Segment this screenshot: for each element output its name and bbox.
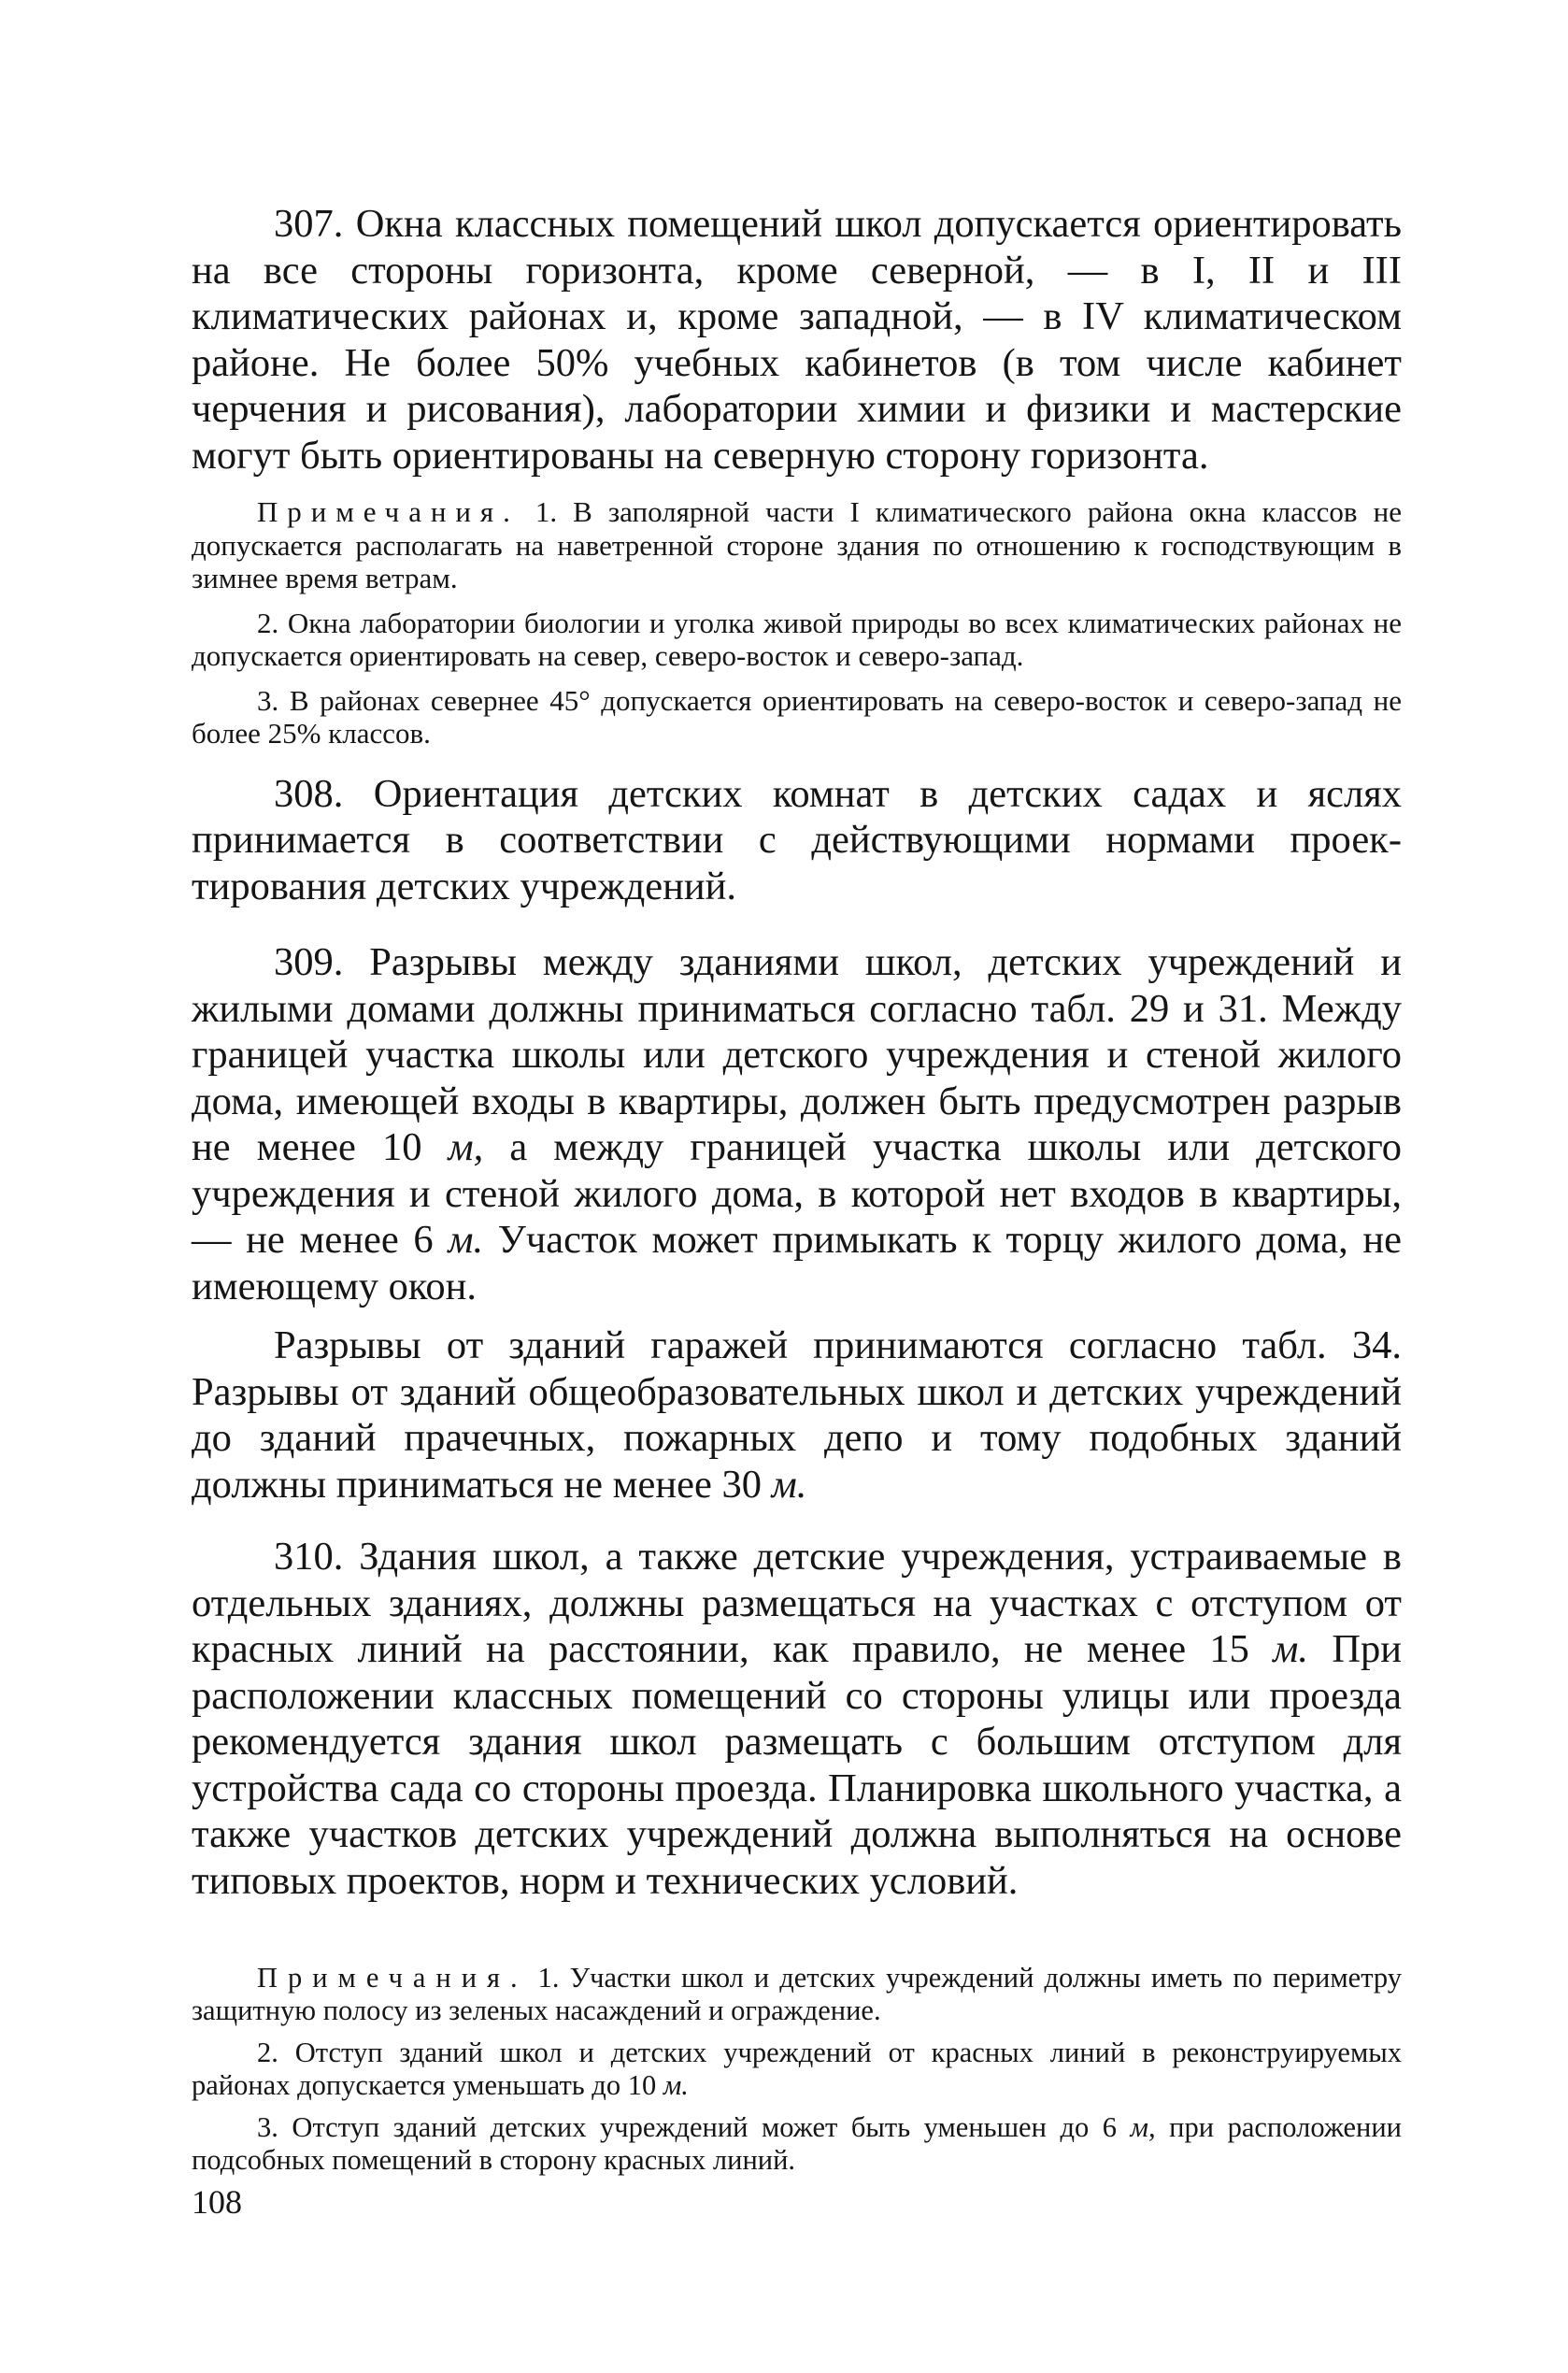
note-307-2: 2. Окна лаборатории биологии и уголка живой природы во всех климатических районах не допускается ориентировать на север, северо-восток и северо-запад. bbox=[192, 606, 1402, 672]
text-run: 3. Отступ зданий детских учреждений может быть уменьшен до 6 bbox=[257, 2111, 1131, 2143]
unit-label: м. bbox=[448, 1218, 484, 1262]
notes-section-310 bbox=[192, 1962, 1402, 2177]
note-307-3: 3. В районах севернее 45° допускается ориентировать на северо-восток и северо-запад не более 25% классов. bbox=[192, 683, 1402, 750]
note-310-3 bbox=[192, 2111, 1402, 2177]
text-run: Участок может примыкать к торцу жилого дома, не имеющему окон. bbox=[192, 1218, 1402, 1308]
section-308-paragraph: 308. Ориентация детских комнат в детских садах и яслях принимается в соответствии с действующими нормами проектирования детских учреждений. bbox=[192, 771, 1402, 908]
notes-section-307 bbox=[192, 495, 1402, 750]
section-310-paragraph bbox=[192, 1534, 1402, 1904]
text-run: а между границей участка школы или детского учреждения и стеной жилого дома, в которой нет входов в квартиры, — не менее 6 bbox=[192, 1125, 1402, 1262]
section-307-paragraph: 307. Окна классных помещений школ допускается ориентировать на все стороны горизонта, кроме северной, — в I, II и III климатических районах и, кроме западной, — в IV климатическом районе. Не более 50% учебных кабинетов (в том числе кабинет черчения и рисования), лаборатории химии и физики и мастерские могут быть ориентированы на северную сторону горизонта. bbox=[192, 202, 1402, 478]
text-run: при расположении подсобных помещений в сторону красных линий. bbox=[192, 2111, 1402, 2176]
note-310-1 bbox=[192, 1962, 1402, 2027]
notes-heading: Примечания. bbox=[257, 495, 520, 528]
notes-heading: Примечания. bbox=[257, 1962, 528, 1994]
document-page bbox=[192, 201, 1402, 2177]
text-run: 2. Отступ зданий школ и детских учреждений от красных линий в реконструируемых районах допускается уменьшать до 10 bbox=[192, 2037, 1402, 2101]
text-run: 309. Разрывы между зданиями школ, детских учреждений и жилыми домами должны приниматься согласно табл. 29 и 31. Между границей участка школы или детского учреждения и стеной жилого дома, имеющей входы в квартиры, должен быть предусмотрен разрыв не менее 10 bbox=[192, 940, 1402, 1169]
note-310-2 bbox=[192, 2037, 1402, 2102]
unit-label: м. bbox=[1273, 1627, 1308, 1671]
unit-label: м, bbox=[1130, 2111, 1156, 2143]
unit-label: м. bbox=[663, 2069, 689, 2101]
text-run: 310. Здания школ, а также детские учреждения, устраиваемые в отдельных зданиях, должны размещаться на участках с отступом от красных линий на расстоянии, как правило, не менее 15 bbox=[192, 1535, 1402, 1671]
section-309-paragraph-2 bbox=[192, 1322, 1402, 1508]
note-text: 1. Участки школ и детских учреждений должны иметь по периметру защитную полосу из зеленых насаждений и ограждение. bbox=[192, 1962, 1403, 2026]
note-text: 1. В заполярной части I климатического района окна классов не допускается располагать на наветренной стороне здания по отношению к господствующим в зимнее время ветрам. bbox=[192, 495, 1402, 594]
note-307-1 bbox=[192, 495, 1402, 595]
text-run: Разрывы от зданий гаражей принимаются согласно табл. 34. Разрывы от зданий общеобразовательных школ и детских учреждений до зданий прачечных, пожарных депо и тому подобных зданий должны приниматься не менее 30 bbox=[192, 1323, 1402, 1507]
text-run: При расположении классных помещений со стороны улицы или проезда рекомендуется здания школ размещать с большим отступом для устройства сада со стороны проезда. Планировка школьного участка, а также участков детских учреждений должна выполняться на основе типовых проектов, норм и технических условий. bbox=[192, 1627, 1402, 1903]
unit-label: м. bbox=[771, 1462, 807, 1507]
page-number: 108 bbox=[192, 2183, 242, 2221]
unit-label: м, bbox=[448, 1125, 484, 1169]
section-309-paragraph bbox=[192, 939, 1402, 1309]
